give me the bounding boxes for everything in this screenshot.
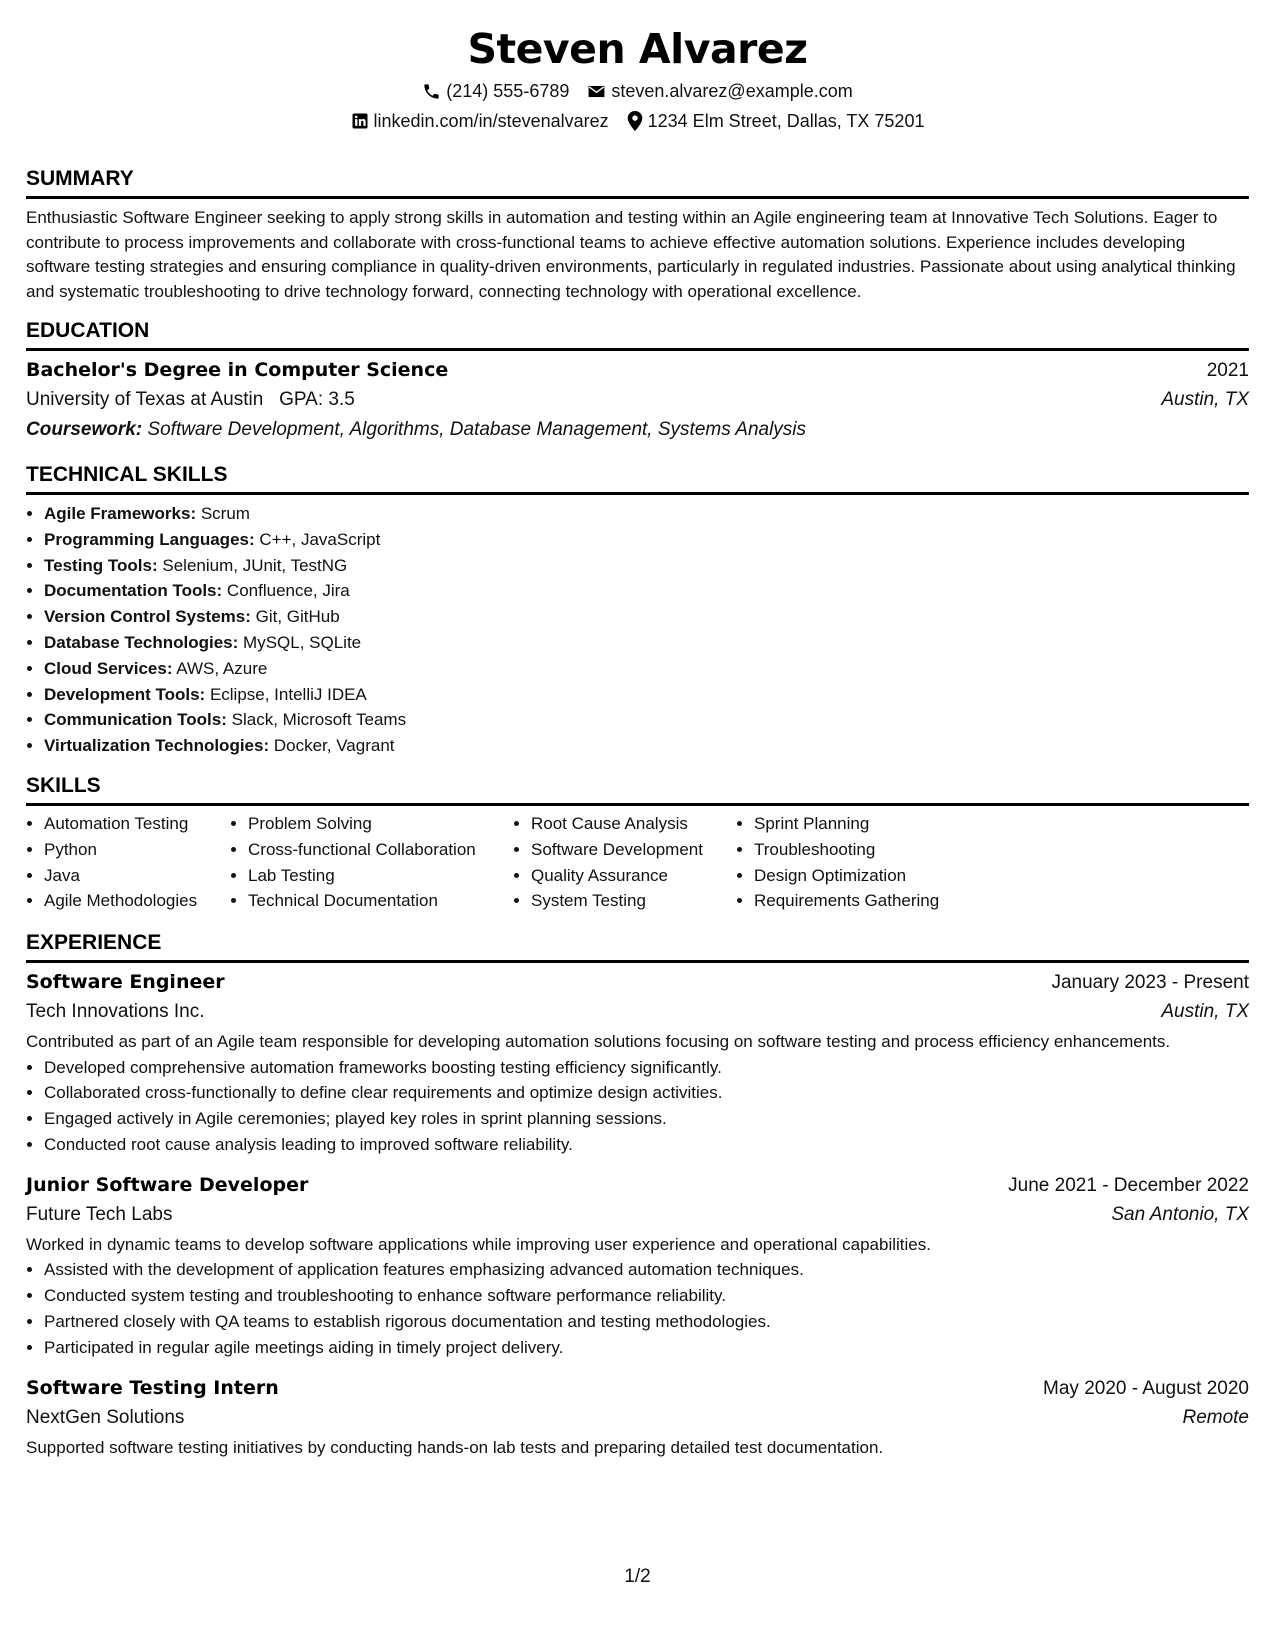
- section-divider: [26, 960, 1249, 963]
- technical-skill-value: MySQL, SQLite: [243, 632, 362, 652]
- technical-skill-label: Development Tools:: [44, 684, 206, 704]
- skill-item: • Root Cause Analysis: [531, 811, 736, 837]
- skills-column: [230, 811, 513, 914]
- skill-item: • Sprint Planning: [754, 811, 956, 837]
- job-bullet: • Conducted system testing and troubleshooting to enhance software performance reliability.: [44, 1283, 1249, 1309]
- phone-number[interactable]: (214) 555-6789: [446, 81, 570, 101]
- job-dates: January 2023 - Present: [1051, 972, 1249, 994]
- technical-skills-section: [26, 462, 1249, 759]
- skill-item: • Quality Assurance: [531, 863, 736, 889]
- section-divider: [26, 348, 1249, 351]
- job-header-row: [26, 968, 1249, 997]
- degree-title: Bachelor's Degree in Computer Science: [26, 359, 449, 381]
- job-entry: [26, 1171, 1249, 1361]
- technical-skills-list: [26, 501, 1249, 759]
- technical-skill-label: Virtualization Technologies:: [44, 736, 270, 756]
- skill-item: • Lab Testing: [248, 863, 513, 889]
- skills-column: [26, 811, 230, 914]
- technical-skill-item: [44, 682, 1249, 708]
- map-pin-icon: [627, 111, 643, 131]
- section-title-experience: EXPERIENCE: [26, 931, 162, 955]
- job-bullet: • Engaged actively in Agile ceremonies; played key roles in sprint planning sessions.: [44, 1106, 1249, 1132]
- job-location: San Antonio, TX: [1111, 1203, 1249, 1225]
- job-title: Software Testing Intern: [26, 1376, 279, 1399]
- envelope-icon: [587, 82, 606, 101]
- technical-skill-item: [44, 656, 1249, 682]
- skill-item: • Cross-functional Collaboration: [248, 837, 513, 863]
- linkedin-url[interactable]: linkedin.com/in/stevenalvarez: [373, 111, 609, 131]
- technical-skill-label: Cloud Services:: [44, 658, 173, 678]
- skill-item: • Problem Solving: [248, 811, 513, 837]
- education-school-row: [26, 385, 1249, 415]
- skills-section: [26, 773, 1249, 914]
- school-name: University of Texas at Austin: [26, 389, 264, 410]
- contact-row-1: [26, 79, 1249, 103]
- gpa: GPA: 3.5: [279, 389, 355, 410]
- job-location: Austin, TX: [1161, 1001, 1249, 1023]
- technical-skill-value: Git, GitHub: [255, 607, 340, 627]
- technical-skill-value: Docker, Vagrant: [273, 736, 395, 756]
- skills-column: [736, 811, 956, 914]
- technical-skill-label: Documentation Tools:: [44, 581, 223, 601]
- technical-skill-value: Slack, Microsoft Teams: [231, 710, 407, 730]
- technical-skill-value: AWS, Azure: [176, 658, 268, 678]
- skills-column: [513, 811, 736, 914]
- candidate-name: Steven Alvarez: [467, 25, 808, 73]
- technical-skill-item: [44, 630, 1249, 656]
- technical-skill-value: Eclipse, IntelliJ IDEA: [209, 684, 367, 704]
- technical-skill-label: Programming Languages:: [44, 529, 255, 549]
- skills-columns: [26, 811, 1249, 914]
- summary-section: [26, 166, 1249, 304]
- job-company-row: [26, 1200, 1249, 1230]
- email-contact: [587, 79, 852, 103]
- job-entry: [26, 1374, 1249, 1461]
- coursework-list: Software Development, Algorithms, Database Management, Systems Analysis: [147, 419, 807, 440]
- page-number: 1/2: [624, 1566, 651, 1587]
- coursework-line: [26, 415, 1249, 445]
- company-name: Future Tech Labs: [26, 1203, 173, 1225]
- skill-item: • Agile Methodologies: [44, 888, 230, 914]
- section-title-education: EDUCATION: [26, 319, 150, 342]
- company-name: Tech Innovations Inc.: [26, 1001, 205, 1023]
- education-section: [26, 318, 1249, 445]
- technical-skill-item: [44, 578, 1249, 604]
- technical-skill-item: [44, 733, 1249, 759]
- technical-skill-value: Scrum: [200, 504, 250, 523]
- technical-skill-value: Selenium, JUnit, TestNG: [162, 555, 348, 575]
- technical-skill-label: Version Control Systems:: [44, 607, 251, 627]
- technical-skill-value: C++, JavaScript: [259, 529, 381, 549]
- skill-item: • Java: [44, 863, 230, 889]
- technical-skill-value: Confluence, Jira: [226, 581, 350, 601]
- skill-item: • Design Optimization: [754, 863, 956, 889]
- section-title-skills: SKILLS: [26, 773, 101, 797]
- linkedin-contact: [351, 109, 609, 133]
- job-location: Remote: [1182, 1406, 1249, 1428]
- technical-skill-label: Agile Frameworks:: [44, 504, 197, 523]
- job-bullet: • Conducted root cause analysis leading to improved software reliability.: [44, 1132, 1249, 1158]
- job-header-row: [26, 1374, 1249, 1403]
- job-dates: May 2020 - August 2020: [1043, 1377, 1249, 1399]
- graduation-year: 2021: [1206, 360, 1249, 381]
- technical-skill-item: [44, 553, 1249, 579]
- job-title: Software Engineer: [26, 971, 225, 994]
- technical-skill-item: [44, 527, 1249, 553]
- education-header-row: [26, 356, 1249, 385]
- skill-item: • Technical Documentation: [248, 888, 513, 914]
- job-title: Junior Software Developer: [26, 1173, 309, 1196]
- job-description: Contributed as part of an Agile team responsible for developing automation solutions focusing on software testing and process efficiency enhancements.: [26, 1032, 1171, 1052]
- job-bullet: • Developed comprehensive automation frameworks boosting testing efficiency significantly.: [44, 1055, 1249, 1081]
- job-description: Supported software testing initiatives by conducting hands-on lab tests and preparing detailed test documentation.: [26, 1437, 884, 1457]
- experience-section: [26, 930, 1249, 1460]
- company-name: NextGen Solutions: [26, 1406, 185, 1428]
- section-divider: [26, 492, 1249, 495]
- skill-item: • Automation Testing: [44, 811, 230, 837]
- job-company-row: [26, 1403, 1249, 1433]
- job-bullet: • Participated in regular agile meetings aiding in timely project delivery.: [44, 1335, 1249, 1361]
- resume-page: [26, 0, 1249, 1460]
- technical-skill-item: [44, 501, 1249, 527]
- section-divider: [26, 803, 1249, 806]
- job-bullets: [26, 1257, 1249, 1360]
- contact-row-2: [26, 109, 1249, 133]
- school-line: [26, 385, 355, 415]
- phone-contact: [422, 79, 569, 103]
- skill-item: • System Testing: [531, 888, 736, 914]
- job-header-row: [26, 1171, 1249, 1200]
- summary-text: Enthusiastic Software Engineer seeking to apply strong skills in automation and testing within an Agile engineering team at Innovative Tech Solutions. Eager to contribute to process improvements and collaborate with cross-functional teams to achieve effective automation solutions. Experience includes developing software testing strategies and ensuring compliance in quality-driven environments, particularly in regulated industries. Passionate about using analytical thinking and systematic troubleshooting to drive technology forward, connecting technology with operational excellence.: [26, 208, 1236, 301]
- experience-list: [26, 968, 1249, 1460]
- job-bullet: • Collaborated cross-functionally to define clear requirements and optimize design activities.: [44, 1080, 1249, 1106]
- technical-skill-label: Testing Tools:: [44, 555, 158, 575]
- technical-skill-label: Communication Tools:: [44, 710, 227, 730]
- section-title-summary: SUMMARY: [26, 167, 134, 190]
- technical-skill-item: [44, 604, 1249, 630]
- linkedin-icon: [351, 112, 369, 130]
- technical-skill-item: [44, 707, 1249, 733]
- skill-item: • Troubleshooting: [754, 837, 956, 863]
- job-company-row: [26, 997, 1249, 1027]
- job-dates: June 2021 - December 2022: [1008, 1174, 1249, 1196]
- street-address: 1234 Elm Street, Dallas, TX 75201: [647, 111, 925, 131]
- job-bullet: • Assisted with the development of application features emphasizing advanced automation techniques.: [44, 1257, 1249, 1283]
- school-location: Austin, TX: [1161, 389, 1249, 410]
- section-title-technical-skills: TECHNICAL SKILLS: [26, 463, 228, 486]
- coursework-label: Coursework:: [26, 419, 143, 440]
- job-description: Worked in dynamic teams to develop software applications while improving user experience and operational capabilities.: [26, 1234, 931, 1254]
- email-address[interactable]: steven.alvarez@example.com: [611, 81, 853, 101]
- job-bullet: • Partnered closely with QA teams to establish rigorous documentation and testing methodologies.: [44, 1309, 1249, 1335]
- job-entry: [26, 968, 1249, 1158]
- skill-item: • Requirements Gathering: [754, 888, 956, 914]
- technical-skill-label: Database Technologies:: [44, 632, 239, 652]
- skill-item: • Python: [44, 837, 230, 863]
- job-bullets: [26, 1055, 1249, 1158]
- phone-icon: [422, 82, 441, 101]
- section-divider: [26, 196, 1249, 199]
- skill-item: • Software Development: [531, 837, 736, 863]
- address-contact: [627, 109, 925, 133]
